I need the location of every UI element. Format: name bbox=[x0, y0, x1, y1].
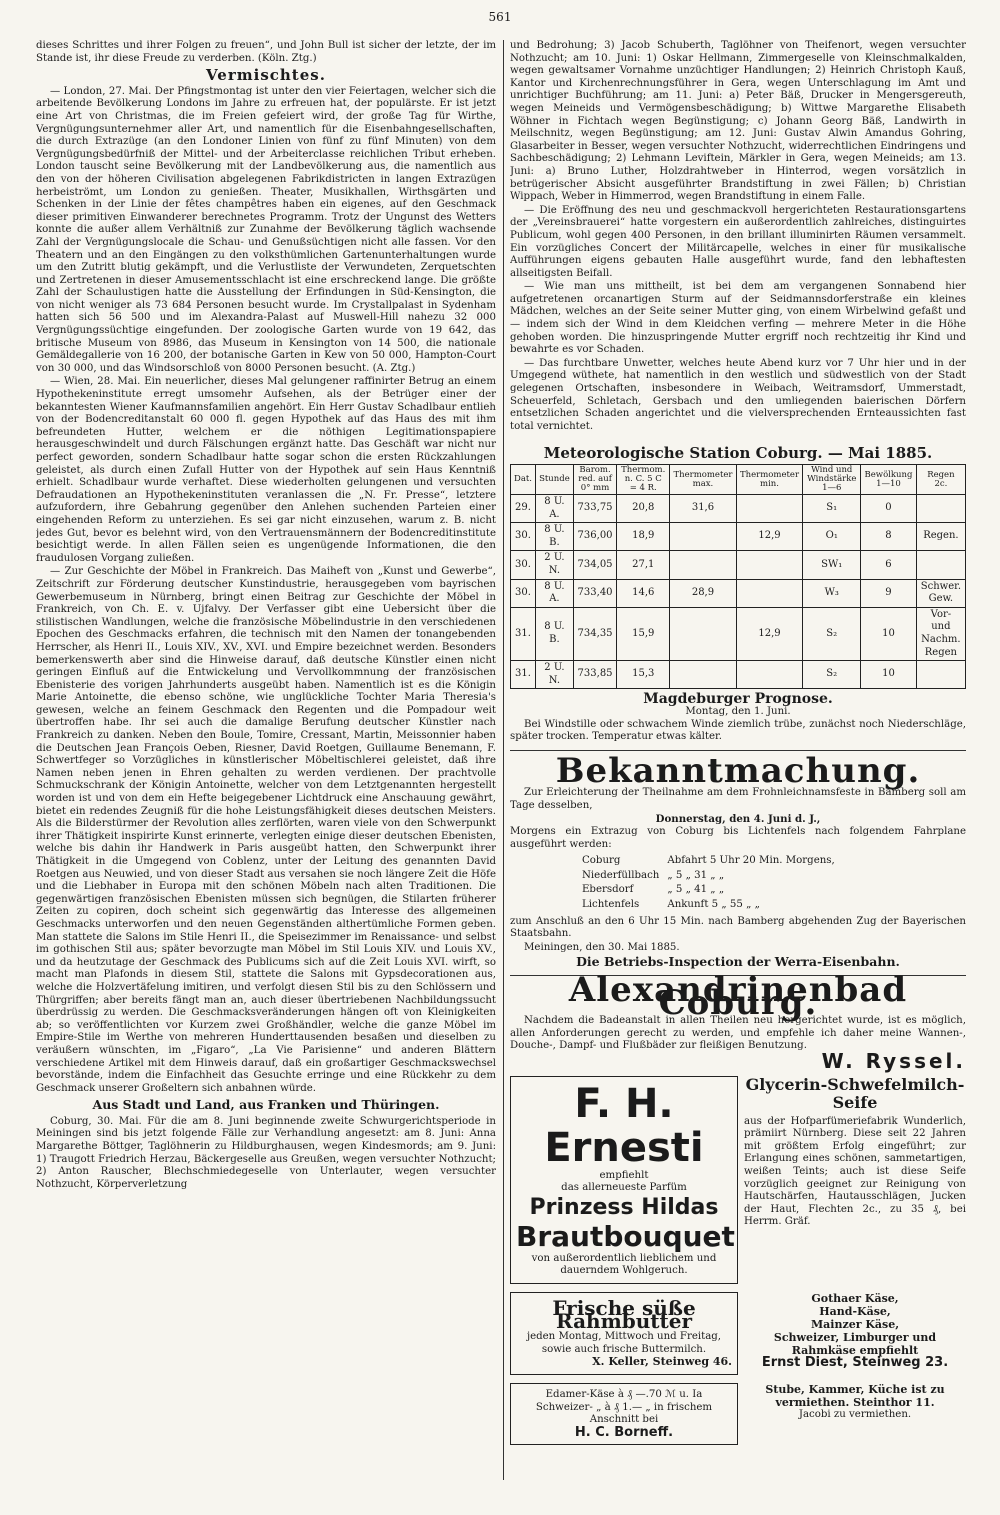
table-cell bbox=[736, 661, 803, 689]
col-header: Stunde bbox=[536, 465, 574, 495]
prognose-title: Magdeburger Prognose. bbox=[643, 691, 833, 708]
table-cell: 31. bbox=[511, 607, 536, 660]
table-cell: SW₁ bbox=[803, 551, 861, 579]
schedule-time: Abfahrt 5 Uhr 20 Min. Morgens, bbox=[667, 855, 835, 867]
table-cell: Vor- und Nachm. Regen bbox=[916, 607, 965, 660]
table-cell bbox=[736, 551, 803, 579]
table-cell bbox=[916, 661, 965, 689]
advertisement-row bbox=[510, 1383, 966, 1445]
table-cell: 15,9 bbox=[617, 607, 670, 660]
schedule-station: Ebersdorf bbox=[582, 884, 634, 896]
edamer-ad bbox=[510, 1383, 738, 1445]
table-cell: S₂ bbox=[803, 607, 861, 660]
page-number: 561 bbox=[488, 10, 512, 24]
table-cell: 30. bbox=[511, 551, 536, 579]
intro-paragraph: dieses Schrittes und ihrer Folgen zu freuen“, und John Bull ist sicher der letzte, der im Stande ist, ihr diese Freude zu verderben. (Köln. Ztg.) bbox=[36, 40, 496, 64]
moebel-article: — Zur Geschichte der Möbel in Frankreich. Das Maiheft von „Kunst und Gewerbe“, Zeitschrift zur Förderung deutscher Kunstindustrie, herausgegeben vom bayrischen Gewerbemuseum in Nürnberg, bringt einen Beitrag zur Geschichte der Möbel in Frankreich, von Ch. E. v. Ujfalvy. Der Verfasser gibt eine Uebersicht über die stilistischen Wandlungen, welche die französische Möbelindustrie in den verschiedenen Epochen des Geschmacks erfahren, die technisch mit den Namen der tonangebenden Herrscher, als Henri II., Louis XIV., XV., XVI. und Empire bezeichnet werden. Besonders bemerkenswerth aber sind die Hinweise darauf, daß deutsche Künstler einen nicht geringen Einfluß auf die Entwickelung und Vervollkommnung der französischen Ebenisterie des vorigen Jahrhunderts ausgeübt haben. Namentlich ist es die Königin Marie Antoinette, die ebenso schöne, wie unglückliche Tochter Maria Theresia's gewesen, welche an feinem Geschmack den Regenten und die Pompadour weit übertroffen habe. Ihr sei auch die damalige Berufung deutscher Künstler nach Frankreich zu danken. Neben den Boule, Tomire, Cressant, Martin, Meissonnier haben die Deutschen Jean François Oeben, Riesner, David Roetgen, Guillaume Benemann, F. Schwertfeger so Vorzügliches in künstlerischer Möbeltischlerei geleistet, daß ihre Namen neben jenen in Ehren gehalten zu werden verdienen. Der prachtvolle Schmuckschrank der Königin Antoinette, welcher von dem Letztgenannten hergestellt worden ist und von dem ein Hefte beigegebener Lichtdruck eine Anschauung gewährt, bietet ein redendes Zeugniß für die hohe Leistungsfähigkeit dieses deutschen Meisters. Als die Bilderstürmer der Revolution alles zerflörten, waren viele von den Schwerpunkt ihrer Thätigkeit inspirirte Kunst erinnerte, verlegten einige dieser deutschen Ebenisten, welche bis dahin ihr Handwerk in Paris ausgeübt hatten, den Schwerpunkt ihrer Thätigkeit in die Umgegend von Coblenz, unter der Leitung des genannten David Roetgen aus Neuwied, und von dieser Stadt aus versahen sie noch längere Zeit die Höfe und die Liebhaber in Europa mit den schönen Möbeln nach alten Traditionen. Die gegenwärtigen französischen Ebenisten müssen sich begnügen, die Stilarten früherer Zeiten zu copiren, doch scheint sich gegenwärtig das Interesse des allgemeinen Geschmacks unterworfen und den neuen Gegenständen althertümliche Formen geben. Man stattete die Salons im Stile Henri II., die Speisezimmer im Renaissance- und selbst im gothischen Stil aus; später bevorzugte man Möbel im Stil Louis XIV. und Louis XV., und da heutzutage der Geschmack des Publicums sich auf die Zeit Louis XVI. wirft, so macht man Plafonds in diesem Stil, stattete die Salons mit Gypsdecorationen aus, welche die Holzvertäfelung imitiren, und verfolgt diesen Stil bis zu den Schlössern und Thürgriffen; aber bereits fängt man an, auch dieser übertriebenen Nachbildungssucht überdrüssig zu werden. Die Geschmacksveränderungen hängen oft von Kleinigkeiten ab; so veröffentlichten vor Kurzem zwei Großhändler, welche die ganze Möbel im Empire-Stile im Werthe von mehreren Hunderttausenden besaßen und dieselben zu veräußern wünschten, im „Figaro“, „La Vie Parisienne“ und anderen Blättern verschiedene Artikel mit dem Hinweis darauf, daß ein großartiger Geschmackswechsel bevorstände, indem die Einfachheit das Gesuchte erringe und eine Rückkehr zu dem Geschmack unserer Großeltern sich anbahnen würde. bbox=[36, 566, 496, 1094]
court-list-continued: und Bedrohung; 3) Jacob Schuberth, Taglöhner von Theifenort, wegen versuchter Nothzucht; am 10. Juni: 1) Oskar Hellmann, Zimmergeselle von Kleinschmalkalden, wegen gewaltsamer Vornahme unzüchtiger Handlungen; 2) Heinrich Christoph Kauß, Kantor und Kirchenrechnungsführer in Gera, wegen Unterschlagung im Amt und unrichtiger Buchführung; am 11. Juni: a) Peter Bäß, Drucker in Mengersgereuth, wegen Meineids und Vermögensbeschädigung; b) Wittwe Margarethe Elisabeth Wöhner in Fichtach wegen Begünstigung; c) Johann Georg Bäß, Landwirth in Meilschnitz, wegen Begünstigung; am 12. Juni: Gustav Alwin Amandus Gohring, Glasarbeiter in Besser, wegen versuchter Nothzucht, widerrechtlichen Eindringens und Sachbeschädigung; 2) Lehmann Leviftein, Märkler in Gera, wegen Meineids; am 13. Juni: a) Bruno Luther, Holzdrahtweber in Hinterrod, wegen vorsätzlich in betrügerischer Absicht ausgeführter Brandstiftung in zwei Fällen; b) Christian Wippach, Weber in Himmerrod, wegen Brandstiftung in einem Falle. bbox=[510, 40, 966, 203]
col-header: Thermom. n. C. 5 C = 4 R. bbox=[617, 465, 670, 495]
room-ad-note: Jacobi zu vermiethen. bbox=[798, 1408, 912, 1420]
table-cell: 10 bbox=[861, 607, 917, 660]
table-cell bbox=[916, 551, 965, 579]
table-cell: 2 U. N. bbox=[536, 551, 574, 579]
schedule-station: Coburg bbox=[582, 855, 621, 867]
ernesti-ad bbox=[510, 1076, 738, 1284]
schedule-time: „ 5 „ 31 „ „ bbox=[667, 869, 725, 881]
ernesti-recommends: empfiehlt bbox=[599, 1169, 649, 1181]
prognose-date: Montag, den 1. Juni. bbox=[685, 705, 791, 717]
table-cell: 18,9 bbox=[617, 523, 670, 551]
col-header: Thermometer max. bbox=[670, 465, 737, 495]
ernesti-product-name: Prinzess Hildas bbox=[529, 1194, 719, 1220]
room-ad bbox=[744, 1383, 966, 1445]
train-schedule bbox=[580, 853, 843, 913]
ernesti-text: das allerneueste Parfüm bbox=[561, 1182, 687, 1194]
ernesti-product-type: Brautbouquet bbox=[516, 1219, 735, 1253]
table-cell: 12,9 bbox=[736, 607, 803, 660]
column-divider bbox=[503, 40, 504, 1480]
prognose-text: Bei Windstille oder schwachem Winde ziemlich trübe, zunächst noch Niederschläge, später trocken. Temperatur etwas kälter. bbox=[510, 718, 966, 743]
edamer-ad-text: Edamer-Käse à ₰ —.70 ℳ u. Ia Schweizer- „ à ₰ 1.— „ in frischem Anschnitt bei bbox=[535, 1388, 713, 1426]
table-cell: 14,6 bbox=[617, 579, 670, 607]
meteorology-body bbox=[511, 495, 966, 689]
butter-ad-title: Frische süße Rahmbutter bbox=[552, 1295, 696, 1333]
cheese-line: Schweizer, Limburger und Rahmkäse empfiehlt bbox=[773, 1330, 937, 1357]
schedule-station: Lichtenfels bbox=[582, 899, 640, 911]
london-article: — London, 27. Mai. Der Pfingstmontag ist unter den vier Feiertagen, welcher sich die arbeitende Bevölkerung Londons im Jahre zu erfreuen hat, der populärste. Er ist jetzt eine Art von Christmas, die im Freien gefeiert wird, der große Tag für Wirthe, Vergnügungsunternehmer aller Art, und namentlich für die Eisenbahngesellschaften, die durch Extrazüge (an den Londoner Linien von fünf zu fünf Minuten) von dem Vergnügungsbedürfniß der Mittel- und der Arbeiterclasse reichlichen Tribut erheben. London tauscht seine Bevölkerung mit der Landbevölkerung aus, die namentlich aus den von der höheren Civilisation abgelegenen Fabrikdistricten in langen Extrazügen herbeiströmt, um London zu genießen. Theater, Musikhallen, Wirthsgärten und Schenken in der Linie der fêtes champêtres haben ein eigenes, auf den Geschmack dieser primitiven Einwanderer berechnetes Programm. Trotz der Ungunst des Wetters konnte die außer allem Verhältniß zur Zunahme der Bevölkerung täglich wachsende Zahl der Vergnügungslocale die Schau- und Genußsüchtigen nicht alle fassen. Vor den Theatern und an den Eingängen zu den volksthümlichen Gartenunterhaltungen wurde um den Zutritt blutig gekämpft, und die Verlustliste der Verwundeten, Zerquetschten und Zertretenen in dieser Amusementsschlacht ist eine erschreckend lange. Die größte Zahl der Schaulustigen hatte die Ausstellung der Erfindungen in Süd-Kensington, die von nicht weniger als 73 684 Personen besucht wurde. Im Crystallpalast in Sydenham hatten sich 56 500 und im Alexandra-Palast auf Muswell-Hill nahezu 32 000 Vergnügungssüchtige eingefunden. Der zoologische Garten wurde von 19 642, das britische Museum von 8986, das Museum in Kensington von 14 500, die nationale Gemäldegallerie von 16 200, der botanische Garten in Kew von 50 000, Hampton-Court von 30 000, und das Windsorschloß von 8000 Personen besucht. (A. Ztg.) bbox=[36, 85, 496, 374]
meteorology-table bbox=[510, 464, 966, 689]
table-cell bbox=[670, 523, 737, 551]
room-ad-text: Stube, Kammer, Küche ist zu vermiethen. Steinthor 11. bbox=[765, 1382, 945, 1409]
unwetter-article: — Das furchtbare Unwetter, welches heute Abend kurz vor 7 Uhr hier und in der Umgegend wüthete, hat namentlich in den westlich und südwestlich von der Stadt gelegenen Ortschaften, insbesondere in Weibach, Weitramsdorf, Ummerstadt, Scheuerfeld, Schletach, Gersbach und den umliegenden baierischen Dörfern entsetzlichen Schaden angerichtet und die vielversprechenden Ernteaussichten fast total vernichtet. bbox=[510, 357, 966, 432]
soap-ad-text: aus der Hofparfümeriefabrik Wunderlich, prämiirt Nürnberg. Diese seit 22 Jahren mit größtem Erfolg eingeführt; zur Erlangung eines schönen, sammetartigen, weißen Teints; auch ist diese Seife vorzüglich geeignet zur Reinigung von Hautschärfen, Hautausschlägen, Jucken der Haut, Flechten 2c., zu 35 ₰, bei Herrm. Gräf. bbox=[744, 1115, 966, 1228]
bath-ad-signature: W. Ryssel. bbox=[821, 1048, 966, 1073]
table-cell: 29. bbox=[511, 495, 536, 523]
brauerei-article: — Die Eröffnung des neu und geschmackvoll hergerichteten Restaurationsgartens der „Vereinsbrauerei“ hatte vorgestern ein außerordentlich zahlreiches, distinguirtes Publicum, wohl gegen 400 Personen, in den brillant illuminirten Räumen versammelt. Ein vorzügliches Concert der Militärcapelle, welches in einer für musikalische Aufführungen eigens gebauten Halle ausgeführt wurde, fand den lebhaftesten allseitigsten Beifall. bbox=[510, 204, 966, 279]
table-cell: 30. bbox=[511, 579, 536, 607]
soap-ad bbox=[744, 1076, 966, 1284]
bekanntmachung-intro: Zur Erleichterung der Theilnahme am dem Frohnleichnamsfeste in Bamberg soll am Tage desselben, bbox=[510, 787, 966, 811]
table-cell: 28,9 bbox=[670, 579, 737, 607]
table-row bbox=[511, 661, 966, 689]
table-cell: 2 U. N. bbox=[536, 661, 574, 689]
table-cell: 20,8 bbox=[617, 495, 670, 523]
table-cell: 8 bbox=[861, 523, 917, 551]
table-cell bbox=[670, 607, 737, 660]
bekanntmachung-title: Bekanntmachung. bbox=[555, 750, 921, 791]
table-cell: 734,05 bbox=[573, 551, 617, 579]
table-cell: 733,85 bbox=[573, 661, 617, 689]
col-header: Wind und Windstärke 1—6 bbox=[803, 465, 861, 495]
butter-ad-merchant: X. Keller, Steinweg 46. bbox=[592, 1355, 732, 1369]
cheese-line: Hand-Käse, bbox=[819, 1304, 891, 1318]
table-cell: 8 U. A. bbox=[536, 495, 574, 523]
schedule-time: „ 5 „ 41 „ „ bbox=[667, 884, 725, 896]
cheese-ad bbox=[744, 1292, 966, 1375]
table-cell bbox=[916, 495, 965, 523]
col-header: Dat. bbox=[511, 465, 536, 495]
coburg-article: Coburg, 30. Mai. Für die am 8. Juni beginnende zweite Schwurgerichtsperiode in Meiningen sind bis jetzt folgende Fälle zur Verhandlung angesetzt: am 8. Juni: Anna Margarethe Böttger, Taglöhnerin zu Hildburghausen, wegen Kindesmords; am 9. Juni: 1) Traugott Friedrich Herzau, Bäckergeselle aus Greußen, wegen versuchter Nothzucht; 2) Anton Rauscher, Blechschmiedegeselle von Unterlauter, wegen versuchter Nothzucht, Körperverletzung bbox=[36, 1115, 496, 1190]
schedule-row bbox=[582, 855, 841, 868]
table-cell: 733,75 bbox=[573, 495, 617, 523]
table-cell bbox=[736, 495, 803, 523]
wien-article: — Wien, 28. Mai. Ein neuerlicher, dieses Mal gelungener raffinirter Betrug an einem Hypothekeninstitute erregt umsomehr Aufsehen, als der Betrüger einer der bekanntesten Wiener Kaufmannsfamilien angehört. Ein Herr Gustav Schadlbaur entlieh von der Bodencreditanstalt 60 000 fl. gegen Hypothek auf das Haus des mit ihm befreundeten Hutter, welchem er die nöthigen Legitimationspapiere herausgeschwindelt und durch Fälschungen ergänzt hatte. Das Geschäft war nicht nur perfect geworden, sondern Schadlbaur hatte sogar schon die ersten Rückzahlungen geleistet, als durch einen Zufall Hutter von der Hypothek auf sein Haus Kenntniß erhielt. Schadlbaur wurde verhaftet. Diese wiederholten gelungenen und versuchten Defraudationen an Hypothekeninstituten veranlassen die „N. Fr. Presse“, letztere aufzufordern, ihre Gebahrung gegenüber den Anlehen suchenden Parteien einer eingehenden Reform zu unterziehen. Es sei gar nicht einzusehen, warum z. B. nicht jedes Gut, bevor es belehnt wird, von den Vertrauensmännern der Bodencreditinstitute besichtigt werde. In allen Fällen seien es ungenügende Informationen, die den fraudulosen Vorgang zuließen. bbox=[36, 376, 496, 564]
sturm-article: — Wie man uns mittheilt, ist bei dem am vergangenen Sonnabend hier aufgetretenen orcanartigen Sturm auf der Seidmannsdorferstraße ein kleines Mädchen, welches an der Seite seiner Mutter ging, von einem Wirbelwind gefaßt und — indem sich der Wind in dem Kleidchen verfing — mehrere Meter in die Höhe gehoben worden. Die hinzuspringende Mutter ergriff noch rechtzeitig ihr Kind und bewahrte es vor Schaden. bbox=[510, 281, 966, 356]
table-row bbox=[511, 495, 966, 523]
col-header: Bewölkung 1—10 bbox=[861, 465, 917, 495]
table-cell bbox=[736, 579, 803, 607]
meteorology-title: Meteorologische Station Coburg. — Mai 1885. bbox=[543, 444, 933, 463]
cheese-merchant: Ernst Diest, Steinweg 23. bbox=[761, 1354, 949, 1370]
advertisement-row bbox=[510, 1292, 966, 1375]
bekanntmachung-text: Morgens ein Extrazug von Coburg bis Lichtenfels nach folgendem Fahrplane ausgeführt werden: bbox=[510, 826, 966, 850]
schedule-row bbox=[582, 884, 841, 897]
table-cell: O₁ bbox=[803, 523, 861, 551]
meteorology-header-row bbox=[511, 465, 966, 495]
cheese-line: Mainzer Käse, bbox=[810, 1317, 900, 1331]
bekanntmachung-date: Donnerstag, den 4. Juni d. J., bbox=[655, 813, 821, 826]
table-cell: 31,6 bbox=[670, 495, 737, 523]
bath-ad-title: Alexandrinenbad Coburg. bbox=[568, 970, 908, 1023]
table-cell: 736,00 bbox=[573, 523, 617, 551]
col-header: Thermometer min. bbox=[736, 465, 803, 495]
table-cell: Regen. bbox=[916, 523, 965, 551]
table-cell: 12,9 bbox=[736, 523, 803, 551]
table-cell: 10 bbox=[861, 661, 917, 689]
table-cell: 31. bbox=[511, 661, 536, 689]
schedule-row bbox=[582, 870, 841, 883]
table-cell: 0 bbox=[861, 495, 917, 523]
butter-ad bbox=[510, 1292, 738, 1375]
table-row bbox=[511, 579, 966, 607]
ernesti-description: von außerordentlich lieblichem und dauerndem Wohlgeruch. bbox=[531, 1252, 717, 1277]
table-cell: 8 U. B. bbox=[536, 607, 574, 660]
bekanntmachung-place: Meiningen, den 30. Mai 1885. bbox=[524, 941, 680, 953]
table-cell: W₃ bbox=[803, 579, 861, 607]
table-cell: 30. bbox=[511, 523, 536, 551]
table-cell: S₁ bbox=[803, 495, 861, 523]
table-cell: 27,1 bbox=[617, 551, 670, 579]
table-row bbox=[511, 551, 966, 579]
schedule-row bbox=[582, 899, 841, 912]
train-schedule-body bbox=[582, 855, 841, 911]
table-cell: 6 bbox=[861, 551, 917, 579]
table-cell: 733,40 bbox=[573, 579, 617, 607]
section-heading-vermischtes: Vermischtes. bbox=[206, 66, 326, 85]
table-row bbox=[511, 523, 966, 551]
col-header: Barom. red. auf 0° mm bbox=[573, 465, 617, 495]
bath-ad-text: Nachdem die Badeanstalt in allen Theilen neu hergerichtet wurde, ist es möglich, allen Anforderungen gerecht zu werden, und empfehle ich daher meine Wannen-, Douche-, Dampf- und Flußbäder zur fleißigen Benutzung. bbox=[510, 1015, 966, 1052]
bekanntmachung-connection: zum Anschluß an den 6 Uhr 15 Min. nach Bamberg abgehenden Zug der Bayerischen Staatsbahn. bbox=[510, 915, 966, 940]
ernesti-name: F. H. Ernesti bbox=[544, 1080, 704, 1171]
table-cell: 9 bbox=[861, 579, 917, 607]
soap-ad-title: Glycerin-Schwefelmilch-Seife bbox=[745, 1074, 965, 1112]
cheese-line: Gothaer Käse, bbox=[811, 1291, 899, 1305]
schedule-station: Niederfüllbach bbox=[582, 869, 660, 881]
butter-ad-text: jeden Montag, Mittwoch und Freitag, sowie auch frische Buttermilch. bbox=[526, 1331, 722, 1355]
section-heading-regional: Aus Stadt und Land, aus Franken und Thüringen. bbox=[92, 1097, 440, 1113]
bekanntmachung-signature: Die Betriebs-Inspection der Werra-Eisenbahn. bbox=[576, 954, 900, 970]
table-row bbox=[511, 607, 966, 660]
col-header: Regen 2c. bbox=[916, 465, 965, 495]
schedule-time: Ankunft 5 „ 55 „ „ bbox=[667, 899, 760, 911]
table-cell bbox=[670, 551, 737, 579]
table-cell: S₂ bbox=[803, 661, 861, 689]
table-cell: Schwer. Gew. bbox=[916, 579, 965, 607]
table-cell: 734,35 bbox=[573, 607, 617, 660]
table-cell: 15,3 bbox=[617, 661, 670, 689]
advertisement-row bbox=[510, 1076, 966, 1284]
table-cell: 8 U. B. bbox=[536, 523, 574, 551]
table-cell: 8 U. A. bbox=[536, 579, 574, 607]
left-column bbox=[36, 40, 496, 1470]
edamer-ad-merchant: H. C. Borneff. bbox=[574, 1424, 674, 1440]
table-cell bbox=[670, 661, 737, 689]
right-column bbox=[510, 40, 966, 1480]
